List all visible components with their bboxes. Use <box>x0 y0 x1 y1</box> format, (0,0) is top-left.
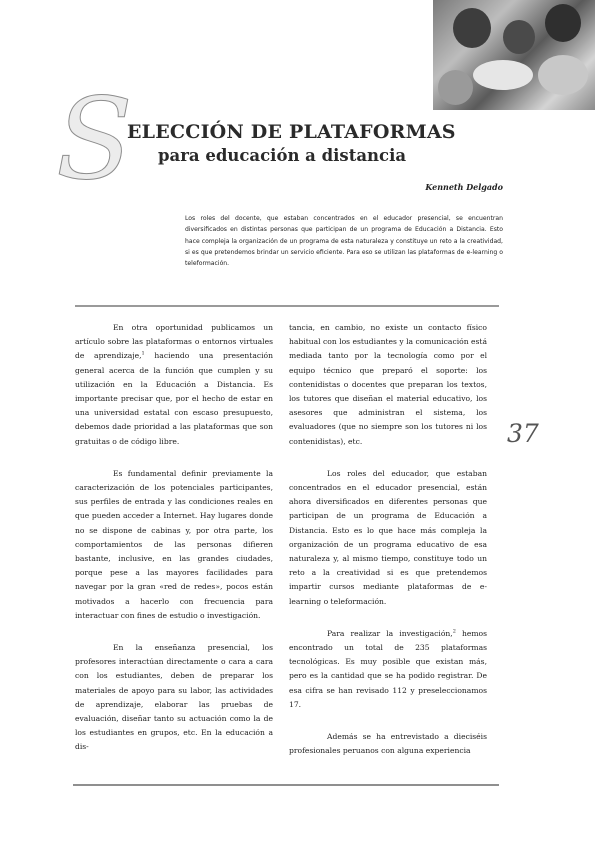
paragraph: En otra oportunidad publicamos un artículo sobre las plataformas o entornos virtuales de aprendizaje,$^1$ haciendo una presentación general acerca de la función que cumplen y su utilización en la Educación a Distancia. Es importante precisar que, por el hecho de estar en una universidad estatal con escaso presupuesto, debemos dade prioridad a las plataformas que son gratuitas o de código libre. <box>75 323 273 446</box>
footnote-ref: 2 <box>452 628 456 635</box>
article-subtitle: para educación a distancia <box>158 146 407 165</box>
page-number: 37 <box>507 419 539 448</box>
paragraph: Es fundamental definir previamente la caracterización de los potenciales participantes, sus perfiles de entrada y las condiciones reales en que pueden acceder a Internet. Hay lugares donde no se dispone de cabinas y, por otra parte, los comportamientos de las personas difieren bastante, inclusive, en las grandes ciudades, porque pese a las mayores facilidades para navegar por la gran «red de redes», pocos están motivados a hacerlo con frecuencia para interactuar con fines de estudio o investigación. <box>75 468 273 620</box>
header-photo <box>433 0 595 110</box>
abstract: Los roles del docente, que estaban concentrados en el educador presencial, se encuentran diversificados en distintas personas que participan de un programa de Educación a Distancia. Esto hace compleja la organización de un programa de esta naturaleza y constituye un reto a la creatividad, si es que pretendemos brindar un servicio eficiente. Para eso se utilizan las plataformas de e-learning o teleformación. <box>185 215 503 268</box>
paragraph: Además se ha entrevistado a dieciséis profesionales peruanos con alguna experiencia <box>289 732 487 756</box>
left-column <box>75 321 273 773</box>
paragraph: En la enseñanza presencial, los profesores interactúan directamente o cara a cara con los estudiantes, deben de preparar los materiales de apoyo para su labor, las actividades de aprendizaje, elaborar las pruebas de evaluación, diseñar tanto su actuación como la de los estudiantes en grupos, etc. En la educación a dis- <box>75 643 273 752</box>
right-column <box>289 321 487 776</box>
bottom-divider <box>73 784 499 786</box>
paragraph: Para realizar la investigación,$^2$ hemos encontrado un total de 235 plataformas tecnológicas. Es muy posible que existan más, pero es la cantidad que se ha podido registrar. De esa cifra se han revisado 112 y preseleccionamos 17. <box>289 628 488 709</box>
paragraph: Los roles del educador, que estaban concentrados en el educador presencial, están ahora diversificados en diferentes personas que participan de un programa de Educación a Distancia. Esto es lo que hace más compleja la organización de un programa educativo de esa naturaleza y, al mismo tiempo, constituye todo un reto a la creatividad si es que pretendemos impartir cursos mediante plataformas de e-learning o teleformación. <box>289 468 487 606</box>
article-title: ELECCIÓN DE PLATAFORMAS <box>127 121 456 143</box>
footnote-ref: 1 <box>141 350 145 357</box>
author-name: Kenneth Delgado <box>425 182 503 192</box>
title-drop-letter: S <box>56 75 133 205</box>
top-divider <box>75 305 499 307</box>
paragraph: tancia, en cambio, no existe un contacto físico habitual con los estudiantes y la comunicación está mediada tanto por la tecnología como por el equipo técnico que preparó el soporte: los contenidistas o docentes que preparan los textos, los tutores que diseñan el material educativo, los asesores que administran el sistema, los evaluadores (que no siempre son los tutores ni los contenidistas), etc. <box>289 323 487 446</box>
